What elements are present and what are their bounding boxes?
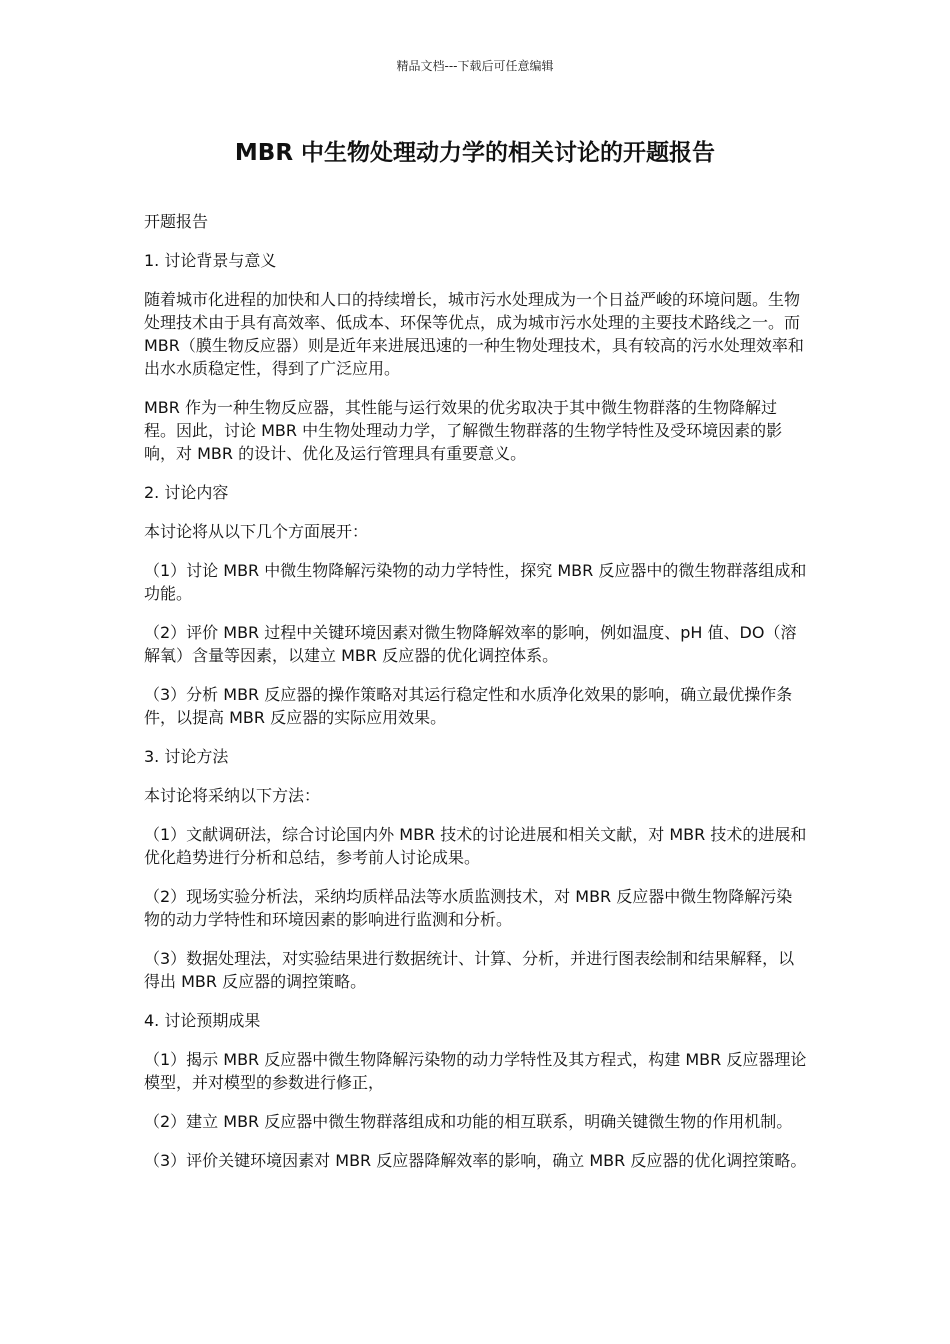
section-heading-4: 4. 讨论预期成果	[144, 1011, 261, 1030]
section-label: 开题报告	[144, 212, 209, 231]
body-paragraph: 本讨论将从以下几个方面展开：	[144, 522, 369, 541]
document-body	[144, 210, 808, 1188]
list-item: （2）建立 MBR 反应器中微生物群落组成和功能的相互联系，明确关键微生物的作用机制。	[144, 1112, 793, 1131]
list-item: （1）揭示 MBR 反应器中微生物降解污染物的动力学特性及其方程式，构建 MBR 反应器理论模型，并对模型的参数进行修正，	[144, 1050, 807, 1092]
header-note: 精品文档---下载后可任意编辑	[396, 59, 554, 73]
section-heading-1: 1. 讨论背景与意义	[144, 251, 277, 270]
body-paragraph: 随着城市化进程的加快和人口的持续增长，城市污水处理成为一个日益严峻的环境问题。生物处理技术由于具有高效率、低成本、环保等优点，成为城市污水处理的主要技术路线之一。而 MBR（膜生物反应器）则是近年来进展迅速的一种生物处理技术，具有较高的污水处理效率和出水水质稳定性，得到了广泛应用。	[144, 290, 804, 378]
body-paragraph: MBR 作为一种生物反应器，其性能与运行效果的优劣取决于其中微生物群落的生物降解过程。因此，讨论 MBR 中生物处理动力学，了解微生物群落的生物学特性及受环境因素的影响，对 MBR 的设计、优化及运行管理具有重要意义。	[144, 398, 783, 463]
document-title: MBR 中生物处理动力学的相关讨论的开题报告	[234, 140, 716, 166]
section-heading-2: 2. 讨论内容	[144, 483, 229, 502]
list-item: （3）数据处理法，对实验结果进行数据统计、计算、分析，并进行图表绘制和结果解释，以得出 MBR 反应器的调控策略。	[144, 949, 795, 991]
list-item: （1）讨论 MBR 中微生物降解污染物的动力学特性，探究 MBR 反应器中的微生物群落组成和功能。	[144, 561, 807, 603]
section-heading-3: 3. 讨论方法	[144, 747, 229, 766]
list-item: （3）评价关键环境因素对 MBR 反应器降解效率的影响，确立 MBR 反应器的优化调控策略。	[144, 1151, 807, 1170]
list-item: （1）文献调研法，综合讨论国内外 MBR 技术的讨论进展和相关文献，对 MBR 技术的进展和优化趋势进行分析和总结，参考前人讨论成果。	[144, 825, 807, 867]
body-paragraph: 本讨论将采纳以下方法：	[144, 786, 321, 805]
list-item: （2）现场实验分析法，采纳均质样品法等水质监测技术，对 MBR 反应器中微生物降解污染物的动力学特性和环境因素的影响进行监测和分析。	[144, 887, 793, 929]
list-item: （3）分析 MBR 反应器的操作策略对其运行稳定性和水质净化效果的影响，确立最优操作条件，以提高 MBR 反应器的实际应用效果。	[144, 685, 793, 727]
list-item: （2）评价 MBR 过程中关键环境因素对微生物降解效率的影响，例如温度、pH 值、DO（溶解氧）含量等因素，以建立 MBR 反应器的优化调控体系。	[144, 623, 797, 665]
